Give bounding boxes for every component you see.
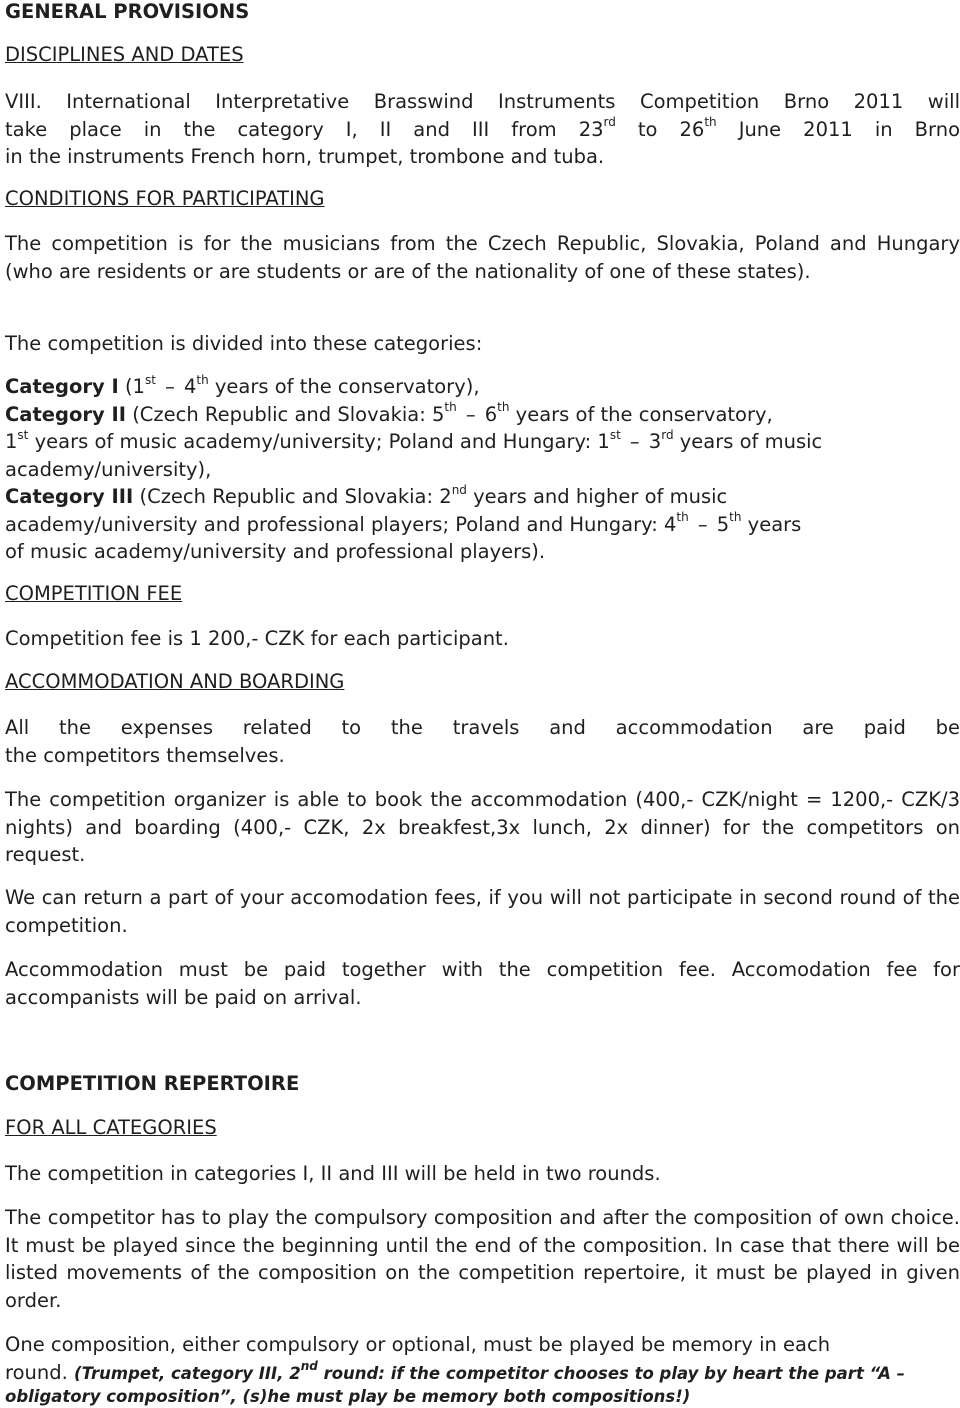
category-3-line-2: academy/university and professional players; Poland and Hungary: 4th – 5th years [5,510,802,536]
category-1: Category I (1st – 4th years of the conservatory), [5,372,480,398]
trumpet-note-line-2: obligatory composition”, (s)he must play be memory both compositions!) [5,1387,691,1406]
accommodation-p1-line-2: the competitors themselves. [5,743,285,767]
category-2-line-2: 1st years of music academy/university; Poland and Hungary: 1st – 3rd years of music [5,427,823,453]
category-3-line-3: of music academy/university and professional players). [5,540,546,563]
accommodation-paragraph-4: Accommodation must be paid together with the competition fee. Accomodation fee for accompanists will be paid on arrival. [5,958,960,1009]
intro-line-3: in the instruments French horn, trumpet, trombone and tuba. [5,145,605,168]
category-3-line-1: Category III (Czech Republic and Slovakia: 2nd years and higher of music [5,482,728,508]
intro-line-1: VIII. International Interpretative Brasswind Instruments Competition Brno 2011 will [5,90,960,113]
repertoire-paragraph-2: The competitor has to play the compulsory composition and after the composition of own choice. It must be played since the beginning until the end of the composition. In case that there will be listed movements of the composition on the competition repertoire, it must be played in given order. [5,1206,960,1312]
accommodation-heading: ACCOMMODATION AND BOARDING [5,670,345,693]
trumpet-note: (Trumpet, category III, 2nd round: if the competitor chooses to play by heart the part “A – [74,1359,905,1383]
general-provisions-title: GENERAL PROVISIONS [5,0,250,23]
repertoire-p3-line-1: One composition, either compulsory or optional, must be played be memory in each [5,1333,831,1356]
categories-intro: The competition is divided into these categories: [5,332,483,355]
repertoire-paragraph-1: The competition in categories I, II and III will be held in two rounds. [5,1162,661,1185]
disciplines-dates-heading: DISCIPLINES AND DATES [5,43,244,66]
accommodation-p1-line-1: All the expenses related to the travels and accommodation are paid be [5,716,960,739]
accommodation-paragraph-1 [5,714,960,769]
accommodation-paragraph-3: We can return a part of your accomodation fees, if you will not participate in second round of the competition. [5,886,960,937]
category-2-line-3: academy/university), [5,457,212,481]
all-categories-heading: FOR ALL CATEGORIES [5,1116,217,1139]
intro-paragraph [5,88,960,171]
conditions-paragraph: The competition is for the musicians from the Czech Republic, Slovakia, Poland and Hungary (who are residents or are students or are of the nationality of one of these states). [5,232,960,283]
repertoire-paragraph-3 [5,1331,960,1407]
categories-list [5,373,960,566]
repertoire-p3-line-2: round. (Trumpet, category III, 2nd round: if the competitor chooses to play by heart the part “A – [5,1359,905,1384]
fee-text: Competition fee is 1 200,- CZK for each participant. [5,627,509,650]
conditions-heading: CONDITIONS FOR PARTICIPATING [5,187,325,210]
category-2-line-1: Category II (Czech Republic and Slovakia: 5th – 6th years of the conservatory, [5,400,773,426]
repertoire-title: COMPETITION REPERTOIRE [5,1072,300,1095]
accommodation-paragraph-2: The competition organizer is able to book the accommodation (400,- CZK/night = 1200,- CZK/3 nights) and boarding (400,- CZK, 2x breakfest,3x lunch, 2x dinner) for the competitors on request. [5,788,960,866]
intro-line-2: take place in the category I, II and III from 23rd to 26th June 2011 in Brno [5,115,960,141]
fee-heading: COMPETITION FEE [5,582,183,605]
